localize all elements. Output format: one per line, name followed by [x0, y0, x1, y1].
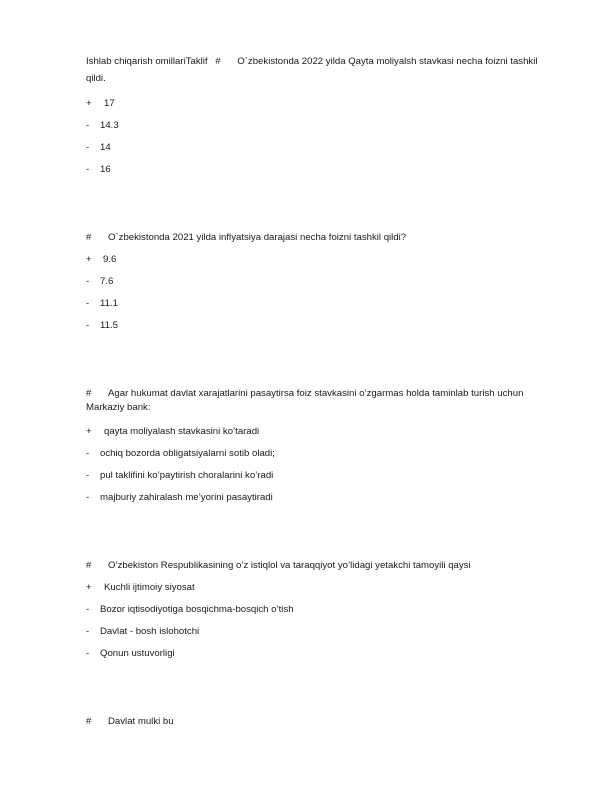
answer-text: pul taklifini ko’paytirish choralarini ko’radi — [100, 470, 274, 481]
answer-text: 7.6 — [100, 276, 114, 287]
answer-text: 11.1 — [100, 298, 118, 309]
answer-text: Bozor iqtisodiyotiga bosqichma-bosqich o’tish — [100, 604, 294, 615]
q2-answer-1 — [86, 253, 116, 266]
answer-text: ochiq bozorda obligatsiyalarni sotib oladi; — [100, 448, 275, 459]
q4-answer-4 — [86, 647, 175, 660]
answer-mark: - — [86, 276, 90, 287]
answer-text: Davlat - bosh islohotchi — [100, 626, 200, 637]
q3-answer-4 — [86, 491, 273, 504]
q4-answer-3 — [86, 625, 199, 638]
answer-mark: + — [86, 582, 92, 593]
question-1 — [86, 55, 538, 68]
answer-mark: - — [86, 470, 90, 481]
answer-mark: - — [86, 648, 90, 659]
answer-text: majburiy zahiralash me’yorini pasaytiradi — [100, 492, 273, 503]
q3-answer-3 — [86, 469, 273, 482]
q2-marker: # — [86, 232, 92, 243]
q1-answer-4 — [86, 163, 111, 176]
answer-text: 14 — [100, 142, 111, 153]
q1-question-line1: O`zbekistonda 2022 yilda Qayta moliyalsh stavkasi necha foizni tashkil — [237, 56, 538, 67]
answer-text: Kuchli ijtimoiy siyosat — [104, 582, 195, 593]
q3-answer-2 — [86, 447, 275, 460]
question-4 — [86, 559, 471, 572]
q4-answer-1 — [86, 581, 195, 594]
answer-text: 17 — [104, 98, 115, 109]
answer-text: qayta moliyalash stavkasini ko’taradi — [104, 426, 260, 437]
q2-answer-4 — [86, 319, 118, 332]
q1-marker: # — [215, 56, 221, 67]
answer-text: 16 — [100, 164, 111, 175]
q1-answer-2 — [86, 119, 119, 132]
q1-answer-1 — [86, 97, 115, 110]
answer-text: 11.5 — [100, 320, 118, 331]
q4-question: O’zbekiston Respublikasining o’z istiqlol va taraqqiyot yo’lidagi yetakchi tamoyili qaysi — [108, 560, 471, 571]
answer-mark: - — [86, 120, 90, 131]
question-3 — [86, 387, 523, 400]
question-5 — [86, 715, 174, 728]
answer-mark: - — [86, 298, 90, 309]
answer-text: 9.6 — [103, 254, 117, 265]
answer-mark: - — [86, 626, 90, 637]
q3-answer-1 — [86, 425, 259, 438]
q2-question: O`zbekistonda 2021 yilda inflyatsiya darajasi necha foizni tashkil qildi? — [108, 232, 407, 243]
answer-mark: - — [86, 164, 90, 175]
q1-intro: Ishlab chiqarish omillariTaklif — [86, 56, 208, 67]
q4-marker: # — [86, 560, 92, 571]
q3-marker: # — [86, 388, 92, 399]
answer-mark: - — [86, 492, 90, 503]
answer-mark: + — [86, 254, 92, 265]
q5-marker: # — [86, 716, 92, 727]
q4-answer-2 — [86, 603, 294, 616]
q1-question-line2: qildi. — [86, 73, 106, 84]
answer-mark: - — [86, 448, 90, 459]
question-2 — [86, 231, 406, 244]
answer-mark: - — [86, 604, 90, 615]
answer-text: 14.3 — [100, 120, 119, 131]
q5-question: Davlat mulki bu — [108, 716, 174, 727]
q3-question-line1: Agar hukumat davlat xarajatlarini pasaytirsa foiz stavkasini o’zgarmas holda taminlab turish uchun — [108, 388, 524, 399]
answer-mark: + — [86, 426, 92, 437]
q3-question-line2: Markaziy bank: — [86, 402, 151, 413]
q2-answer-3 — [86, 297, 118, 310]
q1-answer-3 — [86, 141, 111, 154]
answer-text: Qonun ustuvorligi — [100, 648, 175, 659]
answer-mark: - — [86, 142, 90, 153]
q2-answer-2 — [86, 275, 113, 288]
answer-mark: - — [86, 320, 90, 331]
answer-mark: + — [86, 98, 92, 109]
